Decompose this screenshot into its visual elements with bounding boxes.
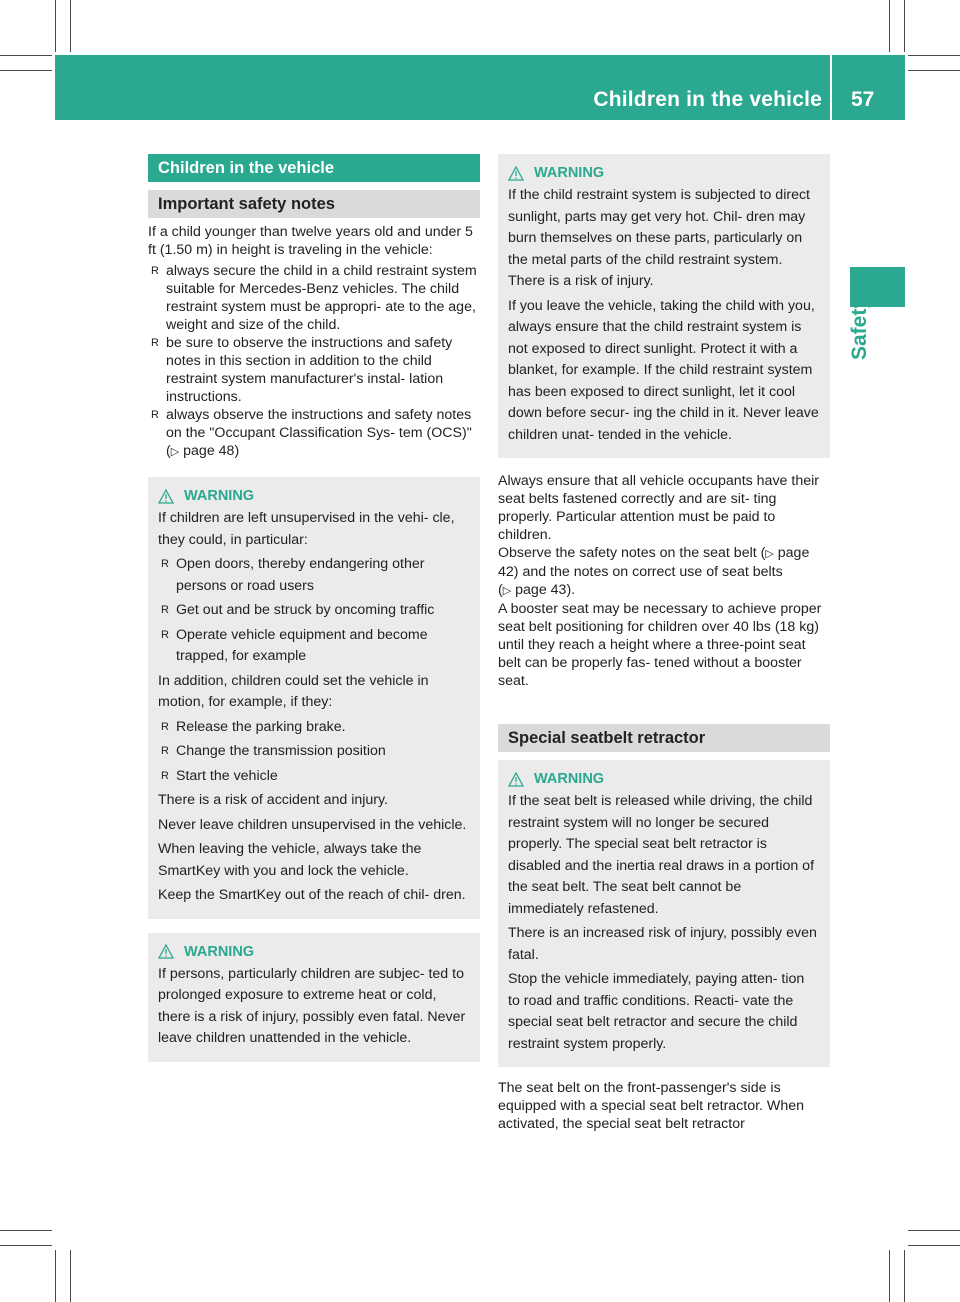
warning-bullet-list [158, 554, 470, 668]
crop-mark [908, 1245, 960, 1246]
warning-text: If the child restraint system is subjected to direct sunlight, parts may get very hot. Chil- dren may burn themselves on these parts, particularly on the metal parts of the child restraint system. There is a risk of injury. [508, 187, 811, 289]
subsection-title: Important safety notes [148, 190, 480, 218]
bullet-icon: R [151, 265, 159, 277]
page-reference-link[interactable]: page 43). [515, 582, 576, 598]
crop-mark [908, 70, 960, 71]
warning-text: Stop the vehicle immediately, paying atten- tion to road and traffic conditions. Reacti- vate the special seat belt retractor and secure the child restraint system properly. [508, 971, 805, 1052]
crop-mark [0, 55, 52, 56]
body-paragraph: A booster seat may be necessary to achieve proper seat belt positioning for children over 40 lbs (18 kg) until they reach a height where a three-point seat belt can be properly fas- tened without a booster seat. [498, 601, 822, 689]
left-column [148, 154, 480, 1062]
warning-text: If children are left unsupervised in the vehi- cle, they could, in particular: [158, 510, 455, 548]
bullet-icon: R [151, 409, 159, 421]
warning-header [158, 487, 470, 505]
list-item: R Open doors, thereby endangering other persons or road users [161, 556, 425, 594]
warning-header [508, 770, 820, 788]
warning-box [498, 154, 830, 458]
intro-bullet-list [148, 262, 480, 461]
crop-mark [0, 1230, 52, 1231]
section-title: Special seatbelt retractor [498, 724, 830, 752]
warning-triangle-icon [508, 772, 524, 787]
warning-text: If you leave the vehicle, taking the child with you, always ensure that the child restraint system is not exposed to direct sunlight. Protect it with a blanket, for example. If the child restraint system has been exposed to direct sunlight, let it cool down before secur- ing the child in it. Never leave children unat- tended in the vehicle. [508, 297, 819, 443]
bullet-icon: R [151, 337, 159, 349]
right-column [498, 154, 830, 1133]
warning-label: WARNING [184, 488, 255, 504]
bullet-icon: R [161, 628, 169, 641]
bullet-icon: R [161, 769, 169, 782]
warning-label: WARNING [534, 165, 605, 181]
section-title: Children in the vehicle [148, 154, 480, 182]
page-ref-arrow-icon: ▷ [170, 446, 180, 458]
list-item: R Change the transmission position [158, 741, 470, 763]
warning-text: When leaving the vehicle, always take the SmartKey with you and lock the vehicle. [158, 841, 422, 879]
crop-mark [0, 70, 52, 71]
warning-text: If the seat belt is released while driving, the child restraint system will no longer be secured properly. The special seat belt retractor is disabled and the inertia real draws in a portion of the seat belt. The seat belt cannot be immediately refastened. [508, 793, 815, 917]
warning-triangle-icon [158, 944, 174, 959]
crop-mark [55, 1250, 56, 1302]
list-item: R Release the parking brake. [158, 717, 470, 739]
warning-bullet-list [158, 717, 470, 788]
list-item: R always secure the child in a child restraint system suitable for Mercedes-Benz vehicles. The child restraint system must be appropri- ate to the age, weight and size of the child. [151, 263, 477, 333]
intro-paragraph: If a child younger than twelve years old and under 5 ft (1.50 m) in height is traveling in the vehicle: [148, 224, 473, 258]
header-title: Children in the vehicle [593, 88, 822, 111]
crop-mark [70, 0, 71, 52]
page-reference-link[interactable]: page 42) and the notes on correct use of seat belts ( [498, 545, 810, 598]
warning-box [498, 760, 830, 1067]
crop-mark [908, 1230, 960, 1231]
crop-mark [70, 1250, 71, 1302]
header-separator [830, 55, 832, 120]
crop-mark [904, 1250, 905, 1302]
body-paragraph: Always ensure that all vehicle occupants have their seat belts fastened correctly and are sit- ting properly. Particular attention must be paid to children. [498, 473, 819, 543]
list-item: R always observe the instructions and safety notes on the "Occupant Classification Sys- tem (OCS)" (▷ page 48) [151, 407, 472, 459]
warning-text: There is a risk of accident and injury. [158, 792, 388, 808]
crop-mark [904, 0, 905, 52]
bullet-icon: R [161, 720, 169, 733]
bullet-icon: R [161, 558, 169, 570]
body-paragraph: The seat belt on the front-passenger's side is equipped with a special seat belt retractor. When activated, the special seat belt retractor [498, 1080, 804, 1132]
page-reference-link[interactable]: page 48) [183, 443, 240, 459]
warning-text: If persons, particularly children are subjec- ted to prolonged exposure to extreme heat or cold, there is a risk of injury, possibly even fatal. Never leave children unattended in the vehicle. [158, 965, 466, 1046]
warning-text: In addition, children could set the vehicle in motion, for example, if they: [158, 672, 429, 710]
crop-mark [908, 55, 960, 56]
side-tab-label: Safety [848, 296, 871, 360]
page-ref-arrow-icon: ▷ [765, 548, 774, 560]
warning-text: Never leave children unsupervised in the vehicle. [158, 816, 467, 833]
warning-box [148, 933, 480, 1062]
page-number: 57 [851, 88, 875, 111]
warning-triangle-icon [508, 166, 524, 181]
warning-header [508, 164, 820, 182]
list-item: R be sure to observe the instructions and safety notes in this section in addition to the child restraint system manufacturer's instal- lation instructions. [151, 335, 453, 405]
warning-triangle-icon [158, 489, 174, 504]
list-item: R Operate vehicle equipment and become trapped, for example [161, 626, 428, 664]
crop-mark [55, 0, 56, 52]
warning-header [158, 943, 470, 961]
warning-box [148, 477, 480, 919]
crop-mark [0, 1245, 52, 1246]
list-item: R Get out and be struck by oncoming traffic [158, 600, 470, 622]
warning-text: Keep the SmartKey out of the reach of chil- dren. [158, 887, 466, 903]
bullet-icon: R [161, 745, 169, 757]
crop-mark [889, 1250, 890, 1302]
crop-mark [889, 0, 890, 52]
page-ref-arrow-icon: ▷ [502, 585, 512, 597]
body-paragraph: Observe the safety notes on the seat belt (▷ page 42) and the notes on correct use of seat belts (▷ page 43). [498, 545, 810, 598]
warning-label: WARNING [184, 943, 255, 960]
warning-text: There is an increased risk of injury, possibly even fatal. [508, 925, 817, 963]
bullet-icon: R [161, 604, 169, 616]
list-item: R Start the vehicle [158, 766, 470, 788]
warning-label: WARNING [534, 771, 605, 787]
